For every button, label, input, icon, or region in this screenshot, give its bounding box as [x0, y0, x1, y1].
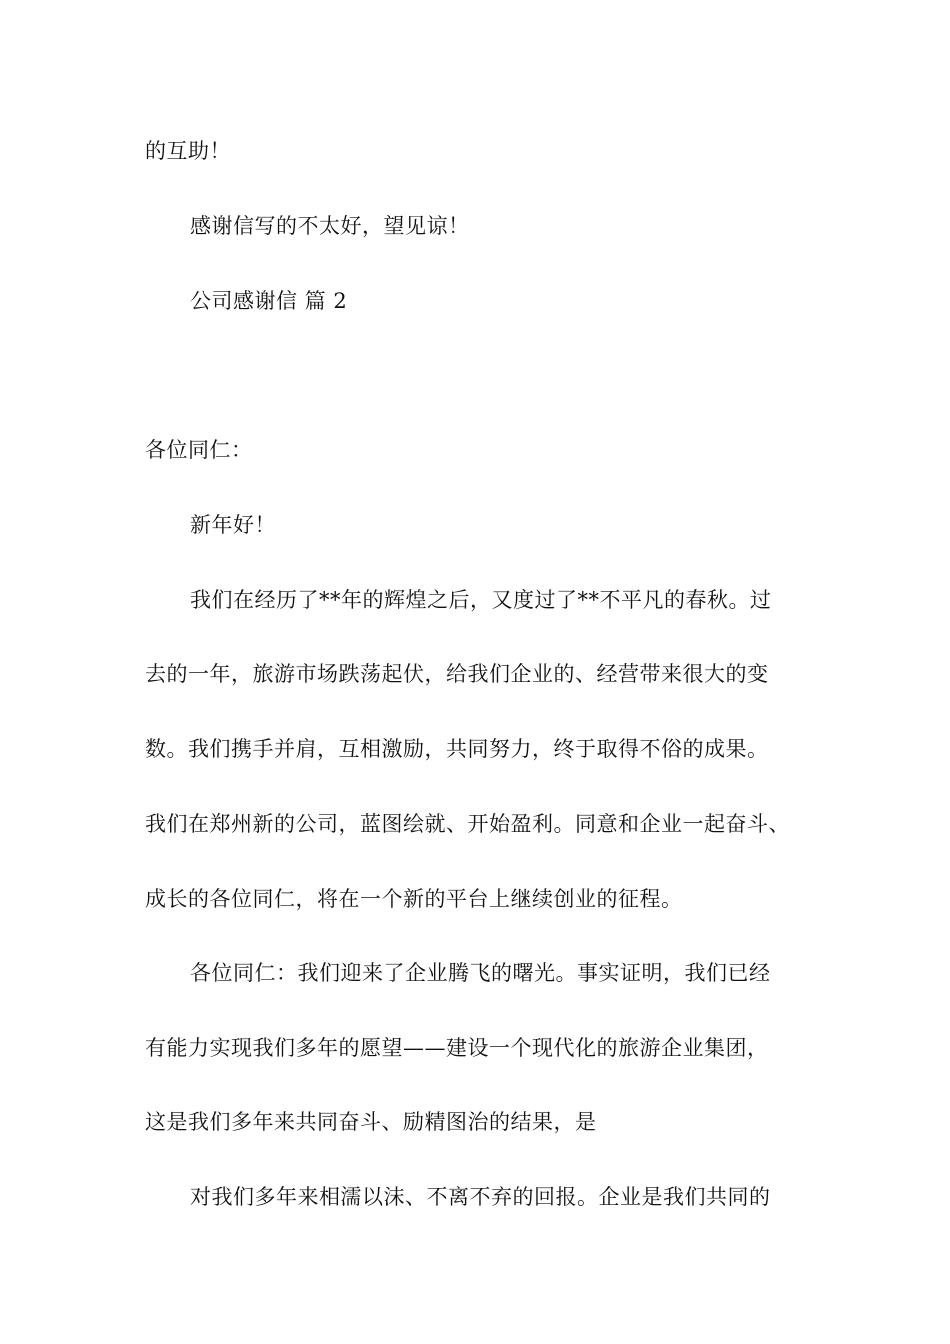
- text-line: 各位同仁：我们迎来了企业腾飞的曙光。事实证明，我们已经: [190, 961, 771, 985]
- text-line: 数。我们携手并肩，互相激励，共同努力，终于取得不俗的成果。: [145, 737, 769, 761]
- text-line: 有能力实现我们多年的愿望——建设一个现代化的旅游企业集团，: [145, 1036, 769, 1060]
- text-line: 的互助！: [145, 139, 231, 163]
- text-line: 感谢信写的不太好，望见谅！: [190, 214, 470, 238]
- section-heading: 公司感谢信 篇 2: [190, 289, 348, 313]
- text-line: 我们在经历了**年的辉煌之后，又度过了**不平凡的春秋。过: [190, 588, 772, 612]
- text-line: 我们在郑州新的公司，蓝图绘就、开始盈利。同意和企业一起奋斗、: [145, 812, 790, 836]
- text-line: 这是我们多年来共同奋斗、励精图治的结果，是: [145, 1110, 597, 1134]
- salutation: 各位同仁：: [145, 438, 253, 462]
- text-line: 去的一年，旅游市场跌荡起伏，给我们企业的、经营带来很大的变: [145, 662, 769, 686]
- text-line: 成长的各位同仁，将在一个新的平台上继续创业的征程。: [145, 887, 683, 911]
- greeting: 新年好！: [190, 513, 276, 537]
- text-line: 对我们多年来相濡以沫、不离不弃的回报。企业是我们共同的: [190, 1185, 771, 1209]
